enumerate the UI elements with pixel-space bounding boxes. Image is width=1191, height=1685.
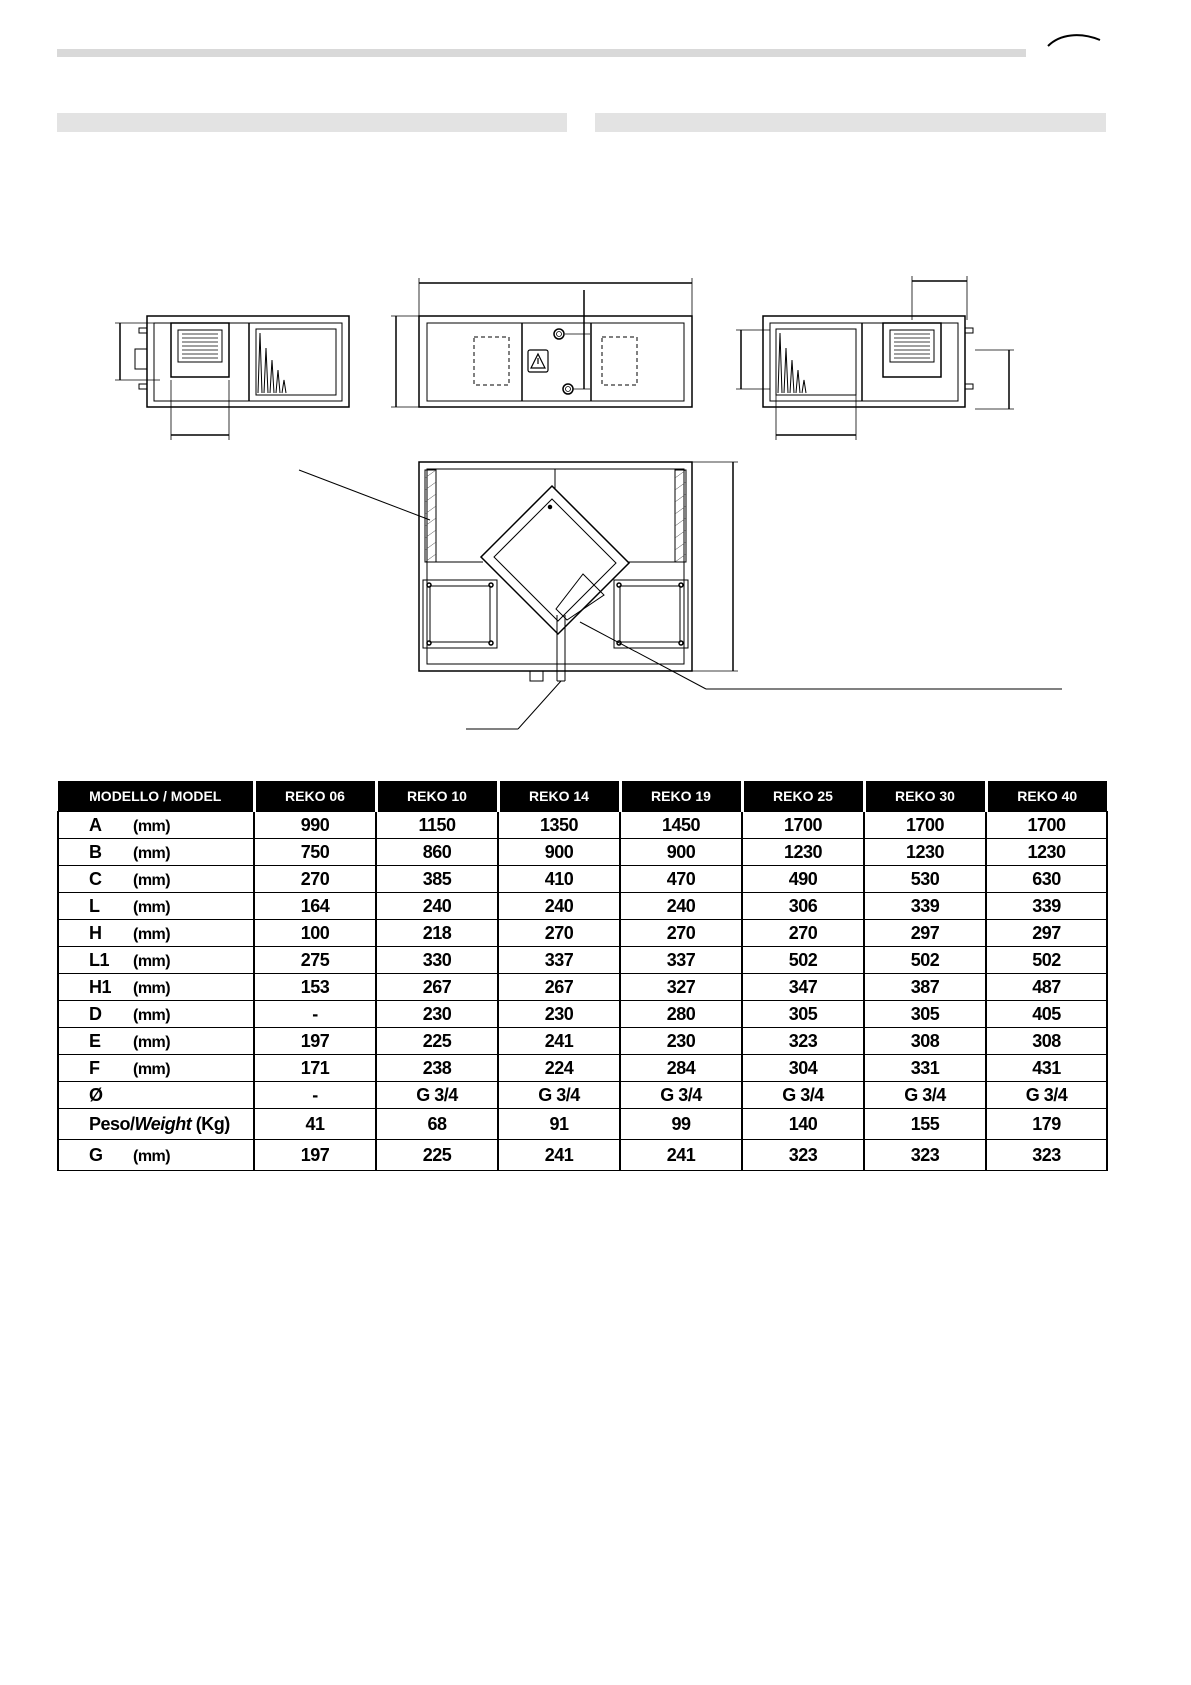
- table-cell: 68: [376, 1109, 498, 1140]
- row-label: [58, 812, 254, 839]
- weight-label-part: (Kg): [191, 1113, 230, 1134]
- table-cell: 240: [376, 893, 498, 920]
- table-cell: 405: [986, 1001, 1107, 1028]
- table-cell: 140: [742, 1109, 864, 1140]
- table-cell: 1700: [986, 812, 1107, 839]
- table-header-row: [58, 781, 1107, 812]
- table-cell: 197: [254, 1140, 376, 1171]
- table-cell: 99: [620, 1109, 742, 1140]
- dimension-symbol: H: [89, 922, 102, 943]
- row-label: [58, 974, 254, 1001]
- table-cell: 218: [376, 920, 498, 947]
- table-cell: 270: [498, 920, 620, 947]
- table-cell: 267: [376, 974, 498, 1001]
- table-row: [58, 839, 1107, 866]
- table-cell: 304: [742, 1055, 864, 1082]
- header-model-name: REKO 30: [864, 781, 986, 812]
- row-label: [58, 1055, 254, 1082]
- table-cell: 225: [376, 1028, 498, 1055]
- table-row: [58, 1140, 1107, 1171]
- table-cell: 171: [254, 1055, 376, 1082]
- header-model-name: REKO 19: [620, 781, 742, 812]
- table-cell: 502: [986, 947, 1107, 974]
- table-cell: 308: [986, 1028, 1107, 1055]
- table-cell: 1450: [620, 812, 742, 839]
- dimension-unit: (mm): [133, 1147, 171, 1165]
- dimension-symbol: L1: [89, 949, 110, 970]
- row-label: [58, 1001, 254, 1028]
- warning-triangle-icon: [528, 350, 548, 372]
- table-cell: 1150: [376, 812, 498, 839]
- table-body: [58, 812, 1107, 1171]
- table-cell: 297: [986, 920, 1107, 947]
- table-cell: 164: [254, 893, 376, 920]
- dimension-unit: (mm): [133, 898, 171, 916]
- row-label: [58, 839, 254, 866]
- weight-label-part: Weight: [134, 1113, 192, 1134]
- table-cell: 238: [376, 1055, 498, 1082]
- table-cell: 323: [742, 1028, 864, 1055]
- table-cell: 241: [498, 1140, 620, 1171]
- dimension-symbol: A: [89, 814, 102, 835]
- table-cell: 240: [620, 893, 742, 920]
- header-model-name: REKO 06: [254, 781, 376, 812]
- dimension-unit: (mm): [133, 979, 171, 997]
- table-cell: 270: [742, 920, 864, 947]
- row-label: [58, 866, 254, 893]
- dimension-unit: (mm): [133, 1006, 171, 1024]
- table-cell: G 3/4: [498, 1082, 620, 1109]
- dimension-unit: (mm): [133, 817, 171, 835]
- table-cell: 1230: [986, 839, 1107, 866]
- table-cell: -: [254, 1001, 376, 1028]
- header-model-name: REKO 40: [986, 781, 1107, 812]
- table-row: [58, 1055, 1107, 1082]
- table-cell: 241: [620, 1140, 742, 1171]
- header-model-name: REKO 14: [498, 781, 620, 812]
- table-cell: 275: [254, 947, 376, 974]
- table-cell: G 3/4: [864, 1082, 986, 1109]
- table-cell: 230: [620, 1028, 742, 1055]
- table-cell: 339: [864, 893, 986, 920]
- header-model-name: REKO 10: [376, 781, 498, 812]
- table-cell: 1350: [498, 812, 620, 839]
- table-cell: 270: [620, 920, 742, 947]
- table-cell: 308: [864, 1028, 986, 1055]
- table-cell: 280: [620, 1001, 742, 1028]
- table-cell: 270: [254, 866, 376, 893]
- table-cell: 230: [376, 1001, 498, 1028]
- table-cell: 337: [620, 947, 742, 974]
- table-cell: 197: [254, 1028, 376, 1055]
- table-cell: 900: [620, 839, 742, 866]
- table-row-weight: [58, 1109, 1107, 1140]
- table-cell: 750: [254, 839, 376, 866]
- table-cell: G 3/4: [376, 1082, 498, 1109]
- dimension-unit: (mm): [133, 1033, 171, 1051]
- table-cell: 91: [498, 1109, 620, 1140]
- weight-label-part: Peso/: [89, 1113, 135, 1134]
- table-cell: -: [254, 1082, 376, 1109]
- table-cell: 225: [376, 1140, 498, 1171]
- table-cell: 502: [742, 947, 864, 974]
- table-cell: 410: [498, 866, 620, 893]
- table-cell: 267: [498, 974, 620, 1001]
- table-cell: 490: [742, 866, 864, 893]
- dimension-unit: (mm): [133, 952, 171, 970]
- table-cell: 323: [986, 1140, 1107, 1171]
- dimension-symbol: C: [89, 868, 102, 889]
- table-cell: 284: [620, 1055, 742, 1082]
- table-cell: 530: [864, 866, 986, 893]
- plan-view: [299, 462, 1062, 729]
- row-label: [58, 893, 254, 920]
- table-row: [58, 866, 1107, 893]
- table-cell: 1230: [864, 839, 986, 866]
- table-cell: G 3/4: [986, 1082, 1107, 1109]
- table-cell: 241: [498, 1028, 620, 1055]
- table-row: [58, 1028, 1107, 1055]
- table-cell: 323: [742, 1140, 864, 1171]
- center-front-view: [391, 278, 692, 407]
- table-cell: 860: [376, 839, 498, 866]
- dimension-unit: (mm): [133, 844, 171, 862]
- right-side-view: [736, 276, 1014, 440]
- dimension-symbol: H1: [89, 976, 112, 997]
- dimension-symbol: B: [89, 841, 102, 862]
- dimension-unit: (mm): [133, 925, 171, 943]
- table-row: [58, 1001, 1107, 1028]
- table-cell: 502: [864, 947, 986, 974]
- row-label: [58, 1082, 254, 1109]
- row-label: [58, 1140, 254, 1171]
- table-cell: 305: [864, 1001, 986, 1028]
- header-model-name: REKO 25: [742, 781, 864, 812]
- dimension-symbol: G: [89, 1144, 103, 1165]
- table-cell: 337: [498, 947, 620, 974]
- row-label: [58, 920, 254, 947]
- table-cell: 306: [742, 893, 864, 920]
- row-label: [58, 1028, 254, 1055]
- table-cell: 630: [986, 866, 1107, 893]
- row-label-weight: [58, 1109, 254, 1140]
- table-cell: 305: [742, 1001, 864, 1028]
- table-cell: 431: [986, 1055, 1107, 1082]
- table-cell: 470: [620, 866, 742, 893]
- table-cell: 487: [986, 974, 1107, 1001]
- table-cell: 327: [620, 974, 742, 1001]
- row-label: [58, 947, 254, 974]
- table-cell: 1230: [742, 839, 864, 866]
- table-cell: 41: [254, 1109, 376, 1140]
- table-cell: 224: [498, 1055, 620, 1082]
- dimension-unit: (mm): [133, 871, 171, 889]
- dimension-symbol: F: [89, 1057, 100, 1078]
- table-cell: 1700: [742, 812, 864, 839]
- dimension-symbol: E: [89, 1030, 101, 1051]
- left-side-view: [115, 316, 349, 440]
- table-cell: 323: [864, 1140, 986, 1171]
- table-row: [58, 920, 1107, 947]
- technical-drawing: [0, 0, 1191, 760]
- table-row: [58, 974, 1107, 1001]
- table-cell: G 3/4: [742, 1082, 864, 1109]
- table-cell: G 3/4: [620, 1082, 742, 1109]
- table-row: [58, 947, 1107, 974]
- table-cell: 155: [864, 1109, 986, 1140]
- table-cell: 179: [986, 1109, 1107, 1140]
- table-row: [58, 1082, 1107, 1109]
- table-cell: 330: [376, 947, 498, 974]
- dimensions-table: [57, 781, 1108, 1171]
- dimension-symbol: Ø: [89, 1084, 103, 1105]
- table-row: [58, 893, 1107, 920]
- table-cell: 990: [254, 812, 376, 839]
- table-cell: 347: [742, 974, 864, 1001]
- table-cell: 900: [498, 839, 620, 866]
- table-cell: 297: [864, 920, 986, 947]
- dimension-symbol: D: [89, 1003, 102, 1024]
- table-cell: 387: [864, 974, 986, 1001]
- header-model-label: MODELLO / MODEL: [58, 781, 254, 812]
- table-cell: 153: [254, 974, 376, 1001]
- table-cell: 230: [498, 1001, 620, 1028]
- table-cell: 385: [376, 866, 498, 893]
- table-cell: 240: [498, 893, 620, 920]
- table-cell: 339: [986, 893, 1107, 920]
- dimension-unit: (mm): [133, 1060, 171, 1078]
- table-row: [58, 812, 1107, 839]
- dimension-symbol: L: [89, 895, 100, 916]
- table-cell: 1700: [864, 812, 986, 839]
- table-cell: 100: [254, 920, 376, 947]
- table-cell: 331: [864, 1055, 986, 1082]
